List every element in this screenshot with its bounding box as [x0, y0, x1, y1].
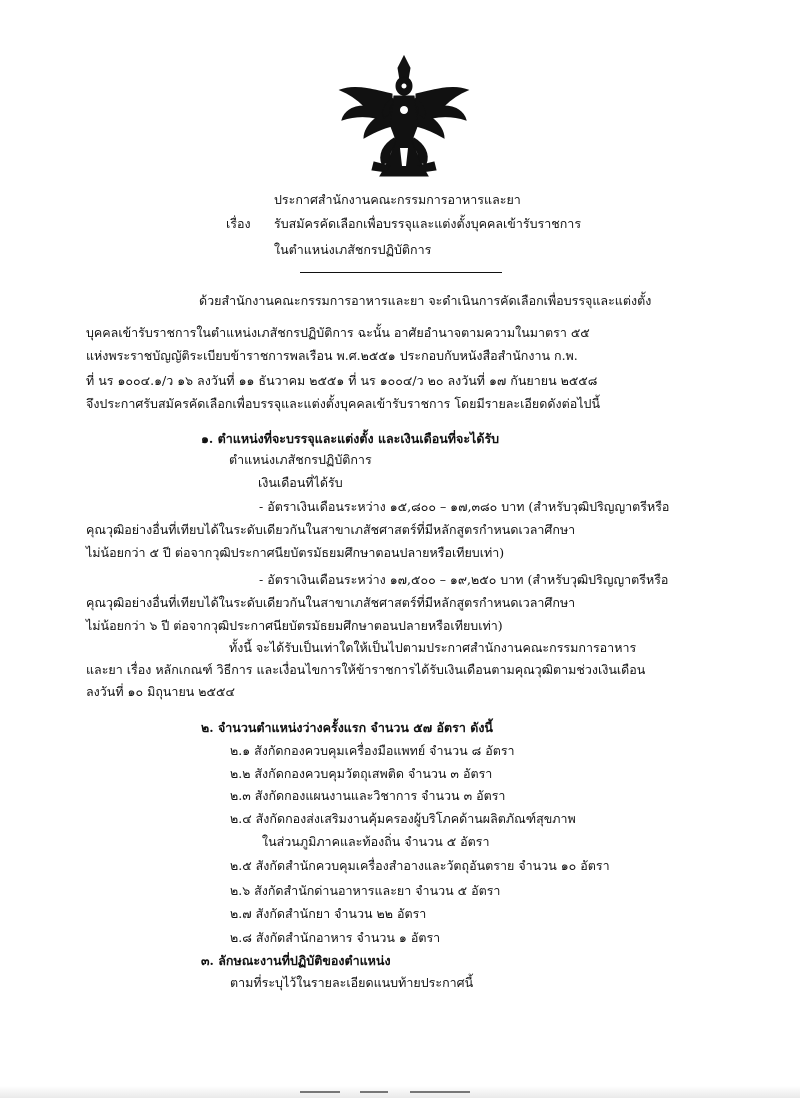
salary-label: เงินเดือนที่ได้รับ	[258, 475, 343, 490]
vacancy-item: ๒.๕ สังกัดสำนักควบคุมเครื่องสำอางและวัตถุอันตราย จำนวน ๑๐ อัตรา	[230, 858, 610, 873]
section-1-heading: ๑. ตำแหน่งที่จะบรรจุและแต่งตั้ง และเงินเดือนที่จะได้รับ	[201, 431, 500, 446]
salary-rate-1: - อัตราเงินเดือนระหว่าง ๑๕,๘๐๐ – ๑๗,๓๘๐ บาท (สำหรับวุฒิปริญญาตรีหรือ	[259, 499, 670, 514]
section-2-heading: ๒. จำนวนตำแหน่งว่างครั้งแรก จำนวน ๕๗ อัตรา ดังนี้	[201, 720, 493, 735]
document-title: ประกาศสำนักงานคณะกรรมการอาหารและยา	[274, 192, 521, 207]
salary-note: ลงวันที่ ๑๐ มิถุนายน ๒๕๕๔	[86, 684, 235, 699]
scan-bottom-edge	[0, 1086, 800, 1098]
intro-line: ที่ นร ๑๐๐๔.๑/ว ๑๖ ลงวันที่ ๑๑ ธันวาคม ๒๕๕๑ ที่ นร ๑๐๐๔/ว ๒๐ ลงวันที่ ๑๗ กันยายน ๒๕๕๘	[86, 373, 598, 388]
salary-rate-1: คุณวุฒิอย่างอื่นที่เทียบได้ในระดับเดียวกันในสาขาเภสัชศาสตร์ที่มีหลักสูตรกำหนดเวลาศึกษา	[86, 522, 576, 537]
position-name: ตำแหน่งเภสัชกรปฏิบัติการ	[229, 452, 372, 467]
section-3-body: ตามที่ระบุไว้ในรายละเอียดแนบท้ายประกาศนี้	[230, 975, 474, 990]
intro-line: แห่งพระราชบัญญัติระเบียบข้าราชการพลเรือน พ.ศ.๒๕๕๑ ประกอบกับหนังสือสำนักงาน ก.พ.	[86, 348, 578, 363]
garuda-emblem	[334, 54, 474, 178]
salary-rate-2: ไม่น้อยกว่า ๖ ปี ต่อจากวุฒิประกาศนียบัตรมัธยมศึกษาตอนปลายหรือเทียบเท่า)	[86, 618, 503, 633]
vacancy-item: ๒.๑ สังกัดกองควบคุมเครื่องมือแพทย์ จำนวน ๘ อัตรา	[230, 743, 515, 758]
salary-rate-1: ไม่น้อยกว่า ๕ ปี ต่อจากวุฒิประกาศนียบัตรมัธยมศึกษาตอนปลายหรือเทียบเท่า)	[86, 545, 505, 560]
section-3-heading: ๓. ลักษณะงานที่ปฏิบัติของตำแหน่ง	[201, 953, 391, 968]
salary-rate-2: คุณวุฒิอย่างอื่นที่เทียบได้ในระดับเดียวกันในสาขาเภสัชศาสตร์ที่มีหลักสูตรกำหนดเวลาศึกษา	[86, 595, 576, 610]
vacancy-item: ๒.๔ สังกัดกองส่งเสริมงานคุ้มครองผู้บริโภคด้านผลิตภัณฑ์สุขภาพ	[230, 811, 576, 826]
vacancy-item: ๒.๒ สังกัดกองควบคุมวัตถุเสพติด จำนวน ๓ อัตรา	[230, 766, 493, 781]
intro-line: จึงประกาศรับสมัครคัดเลือกเพื่อบรรจุและแต่งตั้งบุคคลเข้ารับราชการ โดยมีรายละเอียดดังต่อไปนี้	[86, 396, 600, 411]
subject-line-1: รับสมัครคัดเลือกเพื่อบรรจุและแต่งตั้งบุคคลเข้ารับราชการ	[274, 216, 582, 231]
vacancy-item: ๒.๖ สังกัดสำนักด่านอาหารและยา จำนวน ๕ อัตรา	[230, 883, 501, 898]
vacancy-item: ในส่วนภูมิภาคและท้องถิ่น จำนวน ๕ อัตรา	[262, 834, 490, 849]
salary-note: ทั้งนี้ จะได้รับเป็นเท่าใดให้เป็นไปตามประกาศสำนักงานคณะกรรมการอาหาร	[229, 640, 637, 655]
vacancy-item: ๒.๘ สังกัดสำนักอาหาร จำนวน ๑ อัตรา	[230, 930, 441, 945]
intro-line: บุคคลเข้ารับราชการในตำแหน่งเภสัชกรปฏิบัติการ ฉะนั้น อาศัยอำนาจตามความในมาตรา ๕๕	[86, 325, 590, 340]
salary-rate-2: - อัตราเงินเดือนระหว่าง ๑๗,๕๐๐ – ๑๙,๒๕๐ บาท (สำหรับวุฒิปริญญาตรีหรือ	[259, 572, 669, 587]
vacancy-item: ๒.๓ สังกัดกองแผนงานและวิชาการ จำนวน ๓ อัตรา	[230, 788, 506, 803]
intro-line: ด้วยสำนักงานคณะกรรมการอาหารและยา จะดำเนินการคัดเลือกเพื่อบรรจุและแต่งตั้ง	[199, 293, 652, 308]
title-divider	[300, 272, 502, 273]
subject-label: เรื่อง	[226, 216, 251, 231]
subject-line-2: ในตำแหน่งเภสัชกรปฏิบัติการ	[274, 242, 432, 257]
salary-note: และยา เรื่อง หลักเกณฑ์ วิธีการ และเงื่อนไขการให้ข้าราชการได้รับเงินเดือนตามคุณวุฒิตามช่วงเงินเดือน	[86, 662, 646, 677]
vacancy-item: ๒.๗ สังกัดสำนักยา จำนวน ๒๒ อัตรา	[230, 906, 427, 921]
